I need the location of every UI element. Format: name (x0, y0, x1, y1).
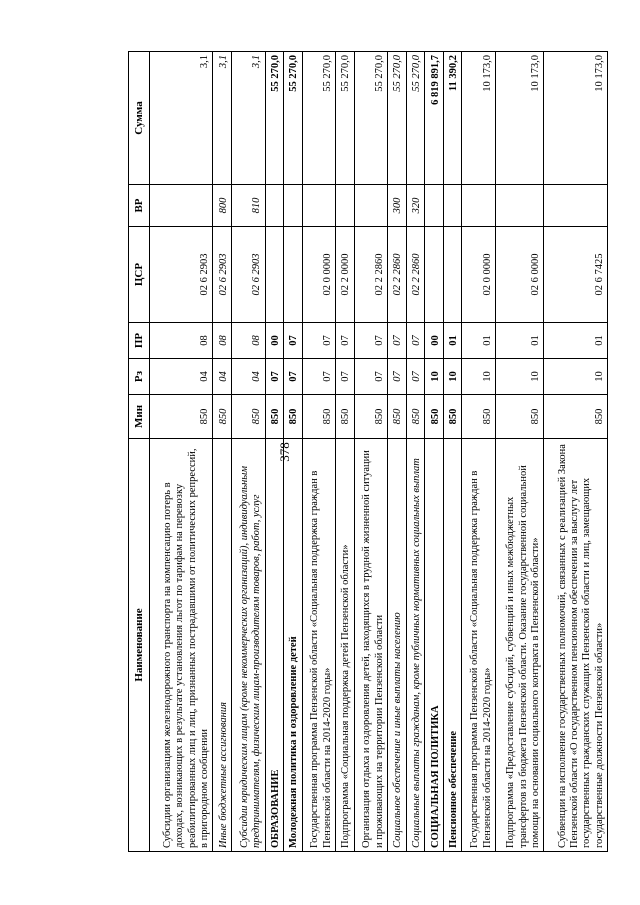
cell-min: 850 (443, 395, 462, 439)
cell-pr: 07 (406, 323, 425, 359)
cell-rz: 04 (150, 359, 213, 395)
cell-name: ОБРАЗОВАНИЕ (265, 439, 284, 852)
cell-vr: 810 (231, 185, 265, 227)
cell-name: Субсидии организациям железнодорожного транспорта на компенсацию потерь в доходах, возникающих в результате установления льгот по тарифам на перевозку реабилитированных лиц и лиц, признанных пострадавшими от политических репрессий, в пригородном сообщении (150, 439, 213, 852)
table-row (462, 52, 496, 852)
cell-pr: 01 (443, 323, 462, 359)
cell-vr (443, 185, 462, 227)
header-sum: Сумма (129, 52, 150, 185)
cell-sum: 6 819 891,7 (425, 52, 444, 185)
cell-name: Государственная программа Пензенской области «Социальная поддержка граждан в Пензенской области на 2014-2020 годы» (462, 439, 496, 852)
cell-rz: 07 (302, 359, 336, 395)
cell-name: Иные бюджетные ассигнования (213, 439, 232, 852)
header-min: Мин (129, 395, 150, 439)
cell-sum: 10 173,0 (544, 52, 608, 185)
cell-rz: 07 (406, 359, 425, 395)
cell-name: Подпрограмма «Предоставление субсидий, субвенций и иных межбюджетных трансфертов из бюджета Пензенской области. Оказание государственной социальной помощи на основании социального контракта в Пензенской области» (495, 439, 543, 852)
table-row (302, 52, 336, 852)
cell-name: Социальное обеспечение и иные выплаты населению (388, 439, 407, 852)
cell-min: 850 (495, 395, 543, 439)
cell-pr: 08 (213, 323, 232, 359)
cell-vr: 300 (388, 185, 407, 227)
cell-sum: 55 270,0 (302, 52, 336, 185)
cell-csr (284, 227, 303, 323)
cell-rz: 07 (265, 359, 284, 395)
cell-name: Государственная программа Пензенской области «Социальная поддержка граждан в Пензенской области на 2014-2020 годы» (302, 439, 336, 852)
cell-vr (284, 185, 303, 227)
cell-pr: 00 (265, 323, 284, 359)
cell-pr: 00 (425, 323, 444, 359)
cell-csr (265, 227, 284, 323)
cell-rz: 04 (213, 359, 232, 395)
cell-csr: 02 6 2903 (231, 227, 265, 323)
cell-pr: 01 (544, 323, 608, 359)
cell-min: 850 (284, 395, 303, 439)
cell-sum: 55 270,0 (265, 52, 284, 185)
cell-min: 850 (462, 395, 496, 439)
header-pr: ПР (129, 323, 150, 359)
cell-sum: 55 270,0 (354, 52, 388, 185)
cell-sum: 3,1 (231, 52, 265, 185)
table-row (388, 52, 407, 852)
cell-min: 850 (336, 395, 355, 439)
cell-vr (495, 185, 543, 227)
cell-min: 850 (150, 395, 213, 439)
table-row (231, 52, 265, 852)
table-row (150, 52, 213, 852)
cell-rz: 10 (495, 359, 543, 395)
cell-min: 850 (302, 395, 336, 439)
page-number: 378 (277, 442, 292, 462)
cell-sum: 3,1 (213, 52, 232, 185)
cell-min: 850 (265, 395, 284, 439)
cell-csr: 02 2 2860 (388, 227, 407, 323)
cell-csr: 02 6 2903 (213, 227, 232, 323)
cell-pr: 07 (336, 323, 355, 359)
table-row (544, 52, 608, 852)
cell-vr (265, 185, 284, 227)
cell-pr: 08 (150, 323, 213, 359)
cell-csr: 02 0 0000 (302, 227, 336, 323)
cell-vr (425, 185, 444, 227)
cell-name: Молодежная политика и оздоровление детей (284, 439, 303, 852)
cell-sum: 10 173,0 (462, 52, 496, 185)
table-row (213, 52, 232, 852)
table-row (495, 52, 543, 852)
header-rz: Рз (129, 359, 150, 395)
cell-name: Пенсионное обеспечение (443, 439, 462, 852)
budget-table (128, 51, 608, 852)
cell-sum: 55 270,0 (284, 52, 303, 185)
cell-min: 850 (354, 395, 388, 439)
cell-vr: 800 (213, 185, 232, 227)
cell-sum: 11 390,2 (443, 52, 462, 185)
cell-rz: 07 (388, 359, 407, 395)
table-row (336, 52, 355, 852)
cell-name: Социальные выплаты гражданам, кроме публичных нормативных социальных выплат (406, 439, 425, 852)
cell-sum: 3,1 (150, 52, 213, 185)
cell-sum: 55 270,0 (406, 52, 425, 185)
cell-pr: 08 (231, 323, 265, 359)
cell-name: Организация отдыха и оздоровления детей, находящихся в трудной жизненной ситуации и проживающих на территории Пензенской области (354, 439, 388, 852)
cell-csr: 02 2 0000 (336, 227, 355, 323)
cell-rz: 07 (284, 359, 303, 395)
table-row (443, 52, 462, 852)
cell-vr (150, 185, 213, 227)
cell-sum: 10 173,0 (495, 52, 543, 185)
cell-min: 850 (544, 395, 608, 439)
cell-rz: 10 (443, 359, 462, 395)
cell-name: СОЦИАЛЬНАЯ ПОЛИТИКА (425, 439, 444, 852)
cell-vr (302, 185, 336, 227)
cell-vr: 320 (406, 185, 425, 227)
cell-pr: 01 (495, 323, 543, 359)
cell-csr (425, 227, 444, 323)
cell-min: 850 (231, 395, 265, 439)
cell-rz: 10 (462, 359, 496, 395)
cell-csr (443, 227, 462, 323)
cell-min: 850 (213, 395, 232, 439)
cell-rz: 10 (544, 359, 608, 395)
table-row (284, 52, 303, 852)
cell-rz: 04 (231, 359, 265, 395)
cell-csr: 02 6 7425 (544, 227, 608, 323)
header-name: Наименование (129, 439, 150, 852)
cell-csr: 02 6 2903 (150, 227, 213, 323)
cell-vr (336, 185, 355, 227)
cell-rz: 07 (354, 359, 388, 395)
cell-sum: 55 270,0 (388, 52, 407, 185)
table-row (425, 52, 444, 852)
cell-name: Субвенции на исполнение государственных полномочий, связанных с реализацией Закона Пензенской области «О государственном пенсионном обеспечении за выслугу лет государственных гражданских служащих Пензенской области и лиц, замещающих государственные должности Пензенской области» (544, 439, 608, 852)
cell-csr: 02 2 2860 (406, 227, 425, 323)
cell-csr: 02 2 2860 (354, 227, 388, 323)
table-row (265, 52, 284, 852)
cell-min: 850 (388, 395, 407, 439)
cell-pr: 07 (284, 323, 303, 359)
header-csr: ЦСР (129, 227, 150, 323)
cell-pr: 07 (388, 323, 407, 359)
table-row (406, 52, 425, 852)
cell-pr: 07 (354, 323, 388, 359)
cell-pr: 07 (302, 323, 336, 359)
cell-vr (544, 185, 608, 227)
table-header-row (129, 52, 150, 852)
table-row (354, 52, 388, 852)
cell-sum: 55 270,0 (336, 52, 355, 185)
cell-min: 850 (406, 395, 425, 439)
cell-csr: 02 0 0000 (462, 227, 496, 323)
cell-name: Субсидии юридическим лицам (кроме некоммерческих организаций), индивидуальным предпринимателям, физическим лицам-производителям товаров, работ, услуг (231, 439, 265, 852)
cell-rz: 10 (425, 359, 444, 395)
cell-vr (462, 185, 496, 227)
cell-min: 850 (425, 395, 444, 439)
cell-rz: 07 (336, 359, 355, 395)
cell-vr (354, 185, 388, 227)
budget-table-container (128, 52, 608, 852)
header-vr: ВР (129, 185, 150, 227)
cell-name: Подпрограмма «Социальная поддержка детей Пензенской области» (336, 439, 355, 852)
cell-csr: 02 6 0000 (495, 227, 543, 323)
cell-pr: 01 (462, 323, 496, 359)
